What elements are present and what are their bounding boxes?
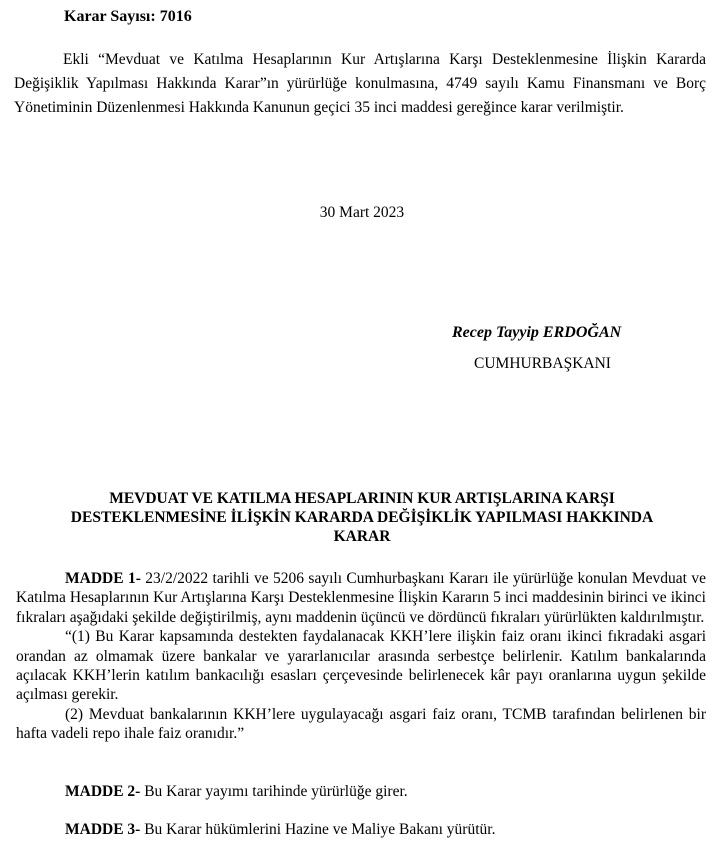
article-1-label: MADDE 1- [65,570,141,587]
signatory-title: CUMHURBAŞKANI [474,355,611,372]
decision-number: Karar Sayısı: 7016 [64,8,192,25]
article-3-label: MADDE 3- [65,821,141,838]
intro-paragraph: Ekli “Mevduat ve Katılma Hesaplarının Kur Artışlarına Karşı Desteklenmesine İlişkin Kararda Değişiklik Yapılması Hakkında Karar”ın yürürlüğe konulmasına, 4749 sayılı Kamu Finansmanı ve Borç Yönetiminin Düzenlenmesi Hakkında Kanunun geçici 35 inci maddesi gereğince karar verilmiştir. [14,51,706,116]
article-1-paragraph-1: “(1) Bu Karar kapsamında destekten faydalanacak KKH’lere ilişkin faiz oranı ikinci fıkradaki asgari orandan az olmamak üzere bankalar ve yararlanıcılar arasında serbestçe belirlenir. Katılım bankalarında açılacak KKH’lerin katılım bankacılığı esasları çerçevesinde belirlenecek kâr payı oranlarına uygun şekilde açılması gerekir. [16,628,706,704]
decision-title [0,489,724,546]
article-1 [16,569,706,744]
decision-date: 30 Mart 2023 [319,204,405,221]
article-2 [16,782,706,801]
article-1-body [16,569,706,627]
article-1-text: 23/2/2022 tarihli ve 5206 sayılı Cumhurbaşkanı Kararı ile yürürlüğe konulan Mevduat ve Katılma Hesaplarının Kur Artışlarına Karşı Desteklenmesine İlişkin Kararın 5 inci maddesinin birinci ve ikinci fıkraları aşağıdaki şekilde değiştirilmiş, aynı maddenin üçüncü ve dördüncü fıkraları yürürlükten kaldırılmıştır. [16,570,706,626]
signatory-name: Recep Tayyip ERDOĞAN [452,324,622,341]
article-3-text: Bu Karar hükümlerini Hazine ve Maliye Bakanı yürütür. [140,821,496,838]
decision-title-line-1: MEVDUAT VE KATILMA HESAPLARININ KUR ARTIŞLARINA KARŞI [109,490,615,507]
article-1-paragraph-2: (2) Mevduat bankalarının KKH’lere uygulayacağı asgari faiz oranı, TCMB tarafından belirlenen bir hafta vadeli repo ihale faiz oranıdır.” [16,705,706,743]
decision-title-line-3: KARAR [333,528,391,545]
article-2-label: MADDE 2- [65,783,141,800]
article-2-text: Bu Karar yayımı tarihinde yürürlüğe girer. [140,783,408,800]
decision-title-line-2: DESTEKLENMESİNE İLİŞKİN KARARDA DEĞİŞİKLİK YAPILMASI HAKKINDA [70,509,654,526]
article-3 [16,820,706,839]
